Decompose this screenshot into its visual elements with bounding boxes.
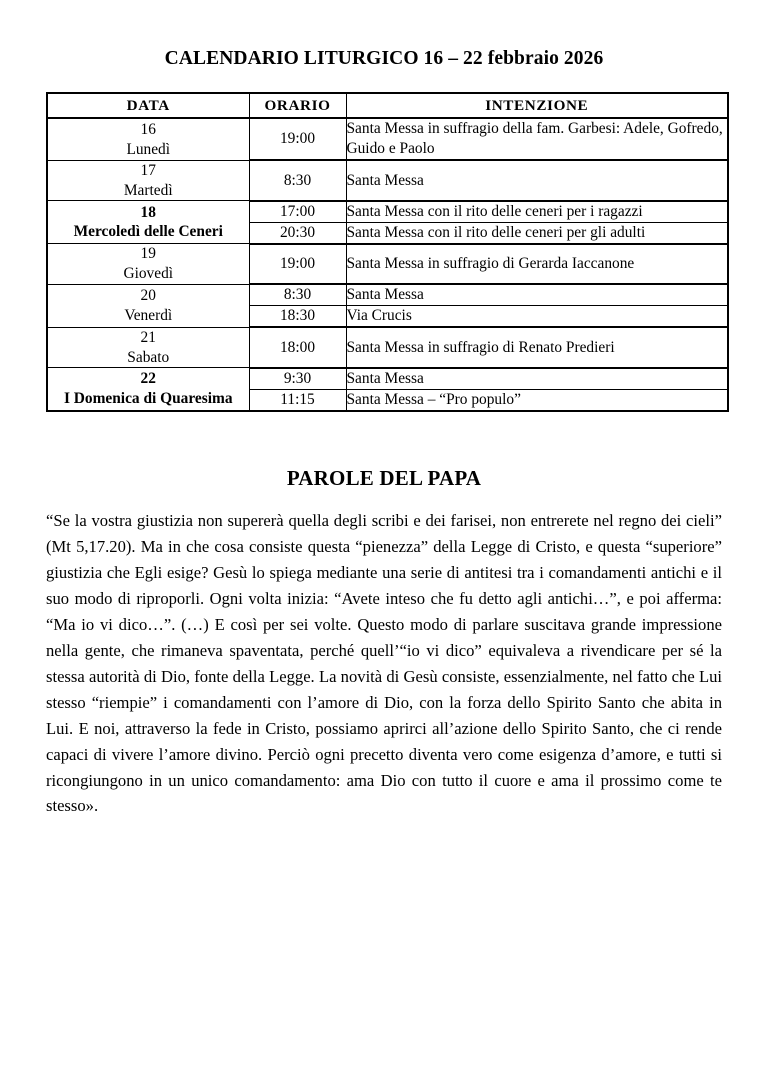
calendar-day-cell — [47, 244, 249, 284]
calendar-day-cell — [47, 284, 249, 327]
table-row — [47, 368, 728, 390]
calendar-intention-cell: Santa Messa in suffragio di Renato Predieri — [346, 327, 728, 367]
calendar-day-number: 21 — [140, 328, 156, 346]
calendar-day-name: Venerdì — [124, 306, 173, 324]
calendar-intention-cell: Santa Messa — [346, 368, 728, 390]
calendar-day-cell — [47, 368, 249, 411]
calendar-day-cell — [47, 118, 249, 160]
table-row — [47, 118, 728, 160]
calendar-intention-cell: Santa Messa – “Pro populo” — [346, 389, 728, 411]
calendar-day-number: 16 — [140, 120, 156, 138]
calendar-table-body — [47, 118, 728, 410]
calendar-time-cell: 8:30 — [249, 284, 346, 306]
calendar-time-cell: 8:30 — [249, 160, 346, 200]
calendar-intention-cell: Santa Messa — [346, 284, 728, 306]
liturgical-calendar-table — [46, 92, 729, 411]
calendar-day-name: Martedì — [123, 181, 173, 199]
calendar-intention-cell: Santa Messa in suffragio di Gerarda Iaccanone — [346, 244, 728, 284]
table-row — [47, 160, 728, 200]
calendar-time-cell: 11:15 — [249, 389, 346, 411]
calendar-day-cell — [47, 160, 249, 200]
calendar-intention-cell: Santa Messa — [346, 160, 728, 200]
calendar-day-number: 17 — [140, 161, 156, 179]
table-row — [47, 327, 728, 367]
calendar-table-header — [47, 93, 728, 118]
calendar-intention-cell: Santa Messa in suffragio della fam. Garbesi: Adele, Gofredo, Guido e Paolo — [346, 118, 728, 160]
calendar-intention-cell: Via Crucis — [346, 306, 728, 328]
calendar-intention-cell: Santa Messa con il rito delle ceneri per i ragazzi — [346, 201, 728, 223]
calendar-day-name: Lunedì — [126, 140, 171, 158]
pope-section-title: PAROLE DEL PAPA — [286, 465, 482, 490]
table-row — [47, 201, 728, 223]
calendar-intention-cell: Santa Messa con il rito delle ceneri per gli adulti — [346, 222, 728, 244]
calendar-day-name: I Domenica di Quaresima — [63, 390, 233, 408]
calendar-day-name: Giovedì — [123, 265, 174, 283]
calendar-day-cell — [47, 327, 249, 367]
calendar-day-number: 19 — [140, 245, 156, 263]
column-header-data: DATA — [47, 93, 249, 118]
table-row — [47, 284, 728, 306]
table-header-row — [47, 93, 728, 118]
calendar-day-number: 18 — [140, 203, 156, 221]
calendar-day-name: Mercoledì delle Ceneri — [73, 223, 223, 241]
pope-section-body: “Se la vostra giustizia non supererà quella degli scribi e dei farisei, non entrerete nel regno dei cieli” (Mt 5,17.20). Ma in che cosa consiste questa “pienezza” della Legge di Cristo, e questa “superiore” giustizia che Egli esige? Gesù lo spiega mediante una serie di antitesi tra i comandamenti antichi e il suo modo di riproporli. Ogni volta inizia: “Avete inteso che fu detto agli antichi…”, e poi afferma: “Ma io vi dico…”. (…) E così per sei volte. Questo modo di parlare suscitava grande impressione nella gente, che rimaneva spaventata, perché quell’“io vi dico” equivaleva a rivendicare per sé la stessa autorità di Dio, fonte della Legge. La novità di Gesù consiste, essenzialmente, nel fatto che Lui stesso “riempie” i comandamenti con l’amore di Dio, con la forza dello Spirito Santo che abita in Lui. E noi, attraverso la fede in Cristo, possiamo aprirci all’azione dello Spirito Santo, che ci rende capaci di vivere l’amore divino. Perciò ogni precetto diventa vero come esigenza d’amore, e tutti si ricongiungono in un unico comandamento: ama Dio con tutto il cuore e ama il prossimo come te stesso». — [46, 510, 722, 816]
calendar-time-cell: 19:00 — [249, 118, 346, 160]
calendar-time-cell: 18:30 — [249, 306, 346, 328]
table-row — [47, 244, 728, 284]
calendar-time-cell: 18:00 — [249, 327, 346, 367]
column-header-intenzione: INTENZIONE — [346, 93, 728, 118]
calendar-day-cell — [47, 201, 249, 244]
page-title: CALENDARIO LITURGICO 16 – 22 febbraio 2026 — [164, 48, 604, 69]
calendar-day-number: 20 — [140, 287, 156, 305]
calendar-time-cell: 17:00 — [249, 201, 346, 223]
calendar-time-cell: 20:30 — [249, 222, 346, 244]
calendar-time-cell: 19:00 — [249, 244, 346, 284]
calendar-time-cell: 9:30 — [249, 368, 346, 390]
calendar-day-name: Sabato — [127, 348, 170, 366]
column-header-orario: ORARIO — [249, 93, 346, 118]
calendar-day-number: 22 — [140, 370, 156, 388]
liturgical-calendar-section — [46, 92, 722, 411]
